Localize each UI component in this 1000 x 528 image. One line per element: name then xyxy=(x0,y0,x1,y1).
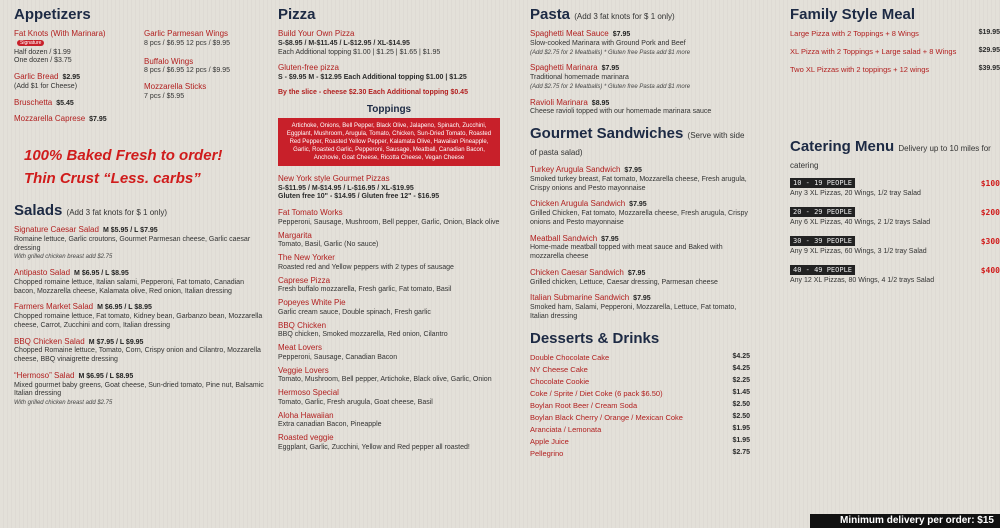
dessert-item xyxy=(530,377,750,386)
dessert-price: $1.95 xyxy=(732,424,750,432)
gourmet-pizza-desc: BBQ chicken, Smoked mozzarella, Red onion, Cilantro xyxy=(278,331,448,339)
sandwich-item-price: $7.95 xyxy=(627,269,646,277)
catering-desc: Any 6 XL Pizzas, 40 Wings, 2 1/2 trays Salad xyxy=(790,219,931,226)
family-item-price: $39.95 xyxy=(978,65,1000,72)
gourmet-pizza-desc: Tomato, Mushroom, Bell pepper, Artichoke, Black olive, Garlic, Onion xyxy=(278,376,492,384)
sandwich-item-name: Italian Submarine Sandwich xyxy=(530,293,630,303)
family-item-price: $19.95 xyxy=(978,29,1000,36)
sandwich-item xyxy=(530,165,750,193)
dessert-price: $4.25 xyxy=(732,352,750,360)
dessert-name: NY Cheese Cake xyxy=(530,364,588,374)
catering-row xyxy=(790,178,1000,188)
catering-people: 20 - 29 PEOPLE xyxy=(790,207,855,217)
family-item xyxy=(790,65,1000,74)
catering-desc: Any 12 XL Pizzas, 80 Wings, 4 1/2 trays Salad xyxy=(790,277,935,284)
sandwich-item-price: $7.95 xyxy=(601,235,619,243)
sandwich-item xyxy=(530,234,750,262)
gourmet-pizza-item xyxy=(278,321,500,341)
dessert-item xyxy=(530,353,750,362)
dessert-price: $4.25 xyxy=(732,364,750,372)
catering-desc: Any 9 XL Pizzas, 60 Wings, 3 1/2 tray Salad xyxy=(790,248,927,255)
catering-price: $200 xyxy=(980,207,1000,217)
salad-item: Antipasto Salad M $6.95 / L $8.95 Chopped romaine lettuce, Italian salami, Pepperoni, Fat tomato, Canadian bacon, Mozzarella cheese, Kalamata olive, Red onion, Italian dressing xyxy=(14,268,244,295)
dessert-name: Chocolate Cookie xyxy=(530,376,590,386)
catering-desc: Any 3 XL Pizzas, 20 Wings, 1/2 tray Salad xyxy=(790,190,921,197)
catering-people: 10 - 19 PEOPLE xyxy=(790,178,855,188)
gourmet-pizza-name: Veggie Lovers xyxy=(278,365,329,375)
catering-item xyxy=(790,236,1000,255)
dessert-name: Double Chocolate Cake xyxy=(530,352,610,362)
dessert-price: $2.25 xyxy=(732,376,750,384)
sandwich-item-desc: Smoked ham, Salami, Pepperoni, Mozzarella, Lettuce, Fat tomato, Italian dressing xyxy=(530,304,737,320)
salads-title: Salads (Add 3 fat knots for $ 1 only) xyxy=(14,202,168,219)
pasta-item-note: (Add $2.75 for 2 Meatballs) * Gluten free Pasta add $1 more xyxy=(530,49,691,56)
gourmet-pizza-name: Margarita xyxy=(278,230,312,240)
dessert-item xyxy=(530,425,750,434)
gourmet-pizza-item xyxy=(278,388,500,408)
gourmet-pizza-desc: Eggplant, Garlic, Zucchini, Yellow and Red pepper all roasted! xyxy=(278,443,470,451)
sandwich-item-name: Meatball Sandwich xyxy=(530,233,598,243)
dessert-item xyxy=(530,413,750,422)
pasta-item-price: $7.95 xyxy=(612,31,631,38)
dessert-name: Pellegrino xyxy=(530,448,564,458)
gourmet-pizza-desc: Tomato, Basil, Garlic (No sauce) xyxy=(278,241,379,249)
catering-price: $300 xyxy=(980,236,1000,246)
toppings-title: Toppings xyxy=(366,103,412,115)
pizza-byo: Build Your Own Pizza S-$8.95 / M-$11.45 / L-$12.95 / XL-$14.95 Each Additional topping $1.00 | $1.25 | $1.65 | $1.95 xyxy=(278,29,441,56)
gourmet-pizza-desc: Roasted red and Yellow peppers with 2 types of sausage xyxy=(278,263,454,271)
gourmet-pizza-name: Roasted veggie xyxy=(278,433,334,443)
pasta-item-desc: Slow-cooked Marinara with Ground Pork and Beef xyxy=(530,39,686,47)
pasta-item-price: $8.95 xyxy=(591,99,610,107)
pasta-title: Pasta (Add 3 fat knots for $ 1 only) xyxy=(530,6,675,23)
sandwich-item xyxy=(530,199,750,227)
dessert-price: $2.50 xyxy=(732,400,750,408)
pasta-item-price: $7.95 xyxy=(601,65,620,73)
gourmet-pizza-desc: Fresh buffalo mozzarella, Fresh garlic, Fat tomato, Basil xyxy=(278,286,452,294)
gourmet-pizza-list xyxy=(278,208,500,453)
gourmet-pizza-item xyxy=(278,253,500,273)
pasta-item-name: Ravioli Marinara xyxy=(530,97,588,107)
pasta-item xyxy=(530,63,750,91)
dessert-name: Boylan Root Beer / Cream Soda xyxy=(530,400,638,410)
gourmet-pizza-item xyxy=(278,343,500,363)
appetizer-item: Mozzarella Caprese $7.95 xyxy=(14,114,107,124)
appetizer-item: Mozzarella Sticks 7 pcs / $5.95 xyxy=(144,82,207,100)
family-item xyxy=(790,29,1000,38)
catering-item xyxy=(790,207,1000,226)
pasta-item xyxy=(530,98,750,118)
appetizers-grid xyxy=(14,29,264,131)
salad-item: Signature Caesar Salad M $5.95 / L $7.95 Romaine lettuce, Garlic croutons, Gourmet Parmesan cheese, Garlic caesar dressing With grilled chicken breast add $2.75 xyxy=(14,225,251,261)
signature-badge: Signature xyxy=(17,40,44,46)
gourmet-pizza-name: The New Yorker xyxy=(278,253,335,263)
appetizer-item: Bruschetta $5.45 xyxy=(14,97,74,107)
appetizers-title: Appetizers xyxy=(14,6,91,23)
gourmet-pizza-desc: Pepperoni, Sausage, Canadian Bacon xyxy=(278,353,398,361)
column-right xyxy=(790,6,1000,294)
toppings-list: Artichoke, Onions, Bell Pepper, Black Olive, Jalapeno, Spinach, Zucchini, Eggplant, Mushroom, Arugula, Tomato, Chicken, Sun-Dried Tomato, Roasted Red Pepper, Roasted Yellow Pepper, Kalamata Olive, Hawaiian Pineapple, Garlic, Roasted Garlic, Pepperoni, Sausage, Meatball, Canadian Bacon, Anchovie, Goat Cheese, Ricotta Cheese, Vegan Cheese xyxy=(278,118,500,166)
dessert-price: $1.95 xyxy=(732,436,750,444)
pasta-item-name: Spaghetti Meat Sauce xyxy=(530,29,609,38)
column-pizza xyxy=(278,6,500,456)
gourmet-pizza-name: Fat Tomato Works xyxy=(278,208,343,218)
pasta-list xyxy=(530,29,750,117)
catering-row xyxy=(790,236,1000,246)
catering-list xyxy=(790,178,1000,284)
gourmet-pizza-name: Popeyes White Pie xyxy=(278,298,346,308)
dessert-price: $2.50 xyxy=(732,412,750,420)
dessert-price: $2.75 xyxy=(732,448,750,456)
catering-price: $400 xyxy=(980,265,1000,275)
salad-item: BBQ Chicken Salad M $7.95 / L $9.95 Chopped Romaine lettuce, Tomato, Corn, Crispy onion and Cilantro, Mozzarella cheese, BBQ vinaigrette dressing xyxy=(14,336,261,363)
gourmet-pizza-name: Caprese Pizza xyxy=(278,275,331,285)
family-item-name: Large Pizza with 2 Toppings + 8 Wings xyxy=(790,29,919,38)
sandwich-item-price: $7.95 xyxy=(624,167,642,174)
appetizer-item: Buffalo Wings 8 pcs / $6.95 12 pcs / $9.95 xyxy=(144,56,231,75)
family-item-price: $29.95 xyxy=(978,47,1000,54)
dessert-name: Apple Juice xyxy=(530,436,569,446)
catering-item xyxy=(790,178,1000,197)
pasta-item xyxy=(530,29,750,57)
catering-item xyxy=(790,265,1000,284)
pasta-item-note: (Add $2.75 for 2 Meatballs) * Gluten free Pasta add $1 more xyxy=(530,83,691,90)
catering-row xyxy=(790,207,1000,217)
sandwich-item-price: $7.95 xyxy=(633,295,651,303)
dessert-item xyxy=(530,437,750,446)
appetizer-item: Fat Knots (With Marinara)Signature Half dozen / $1.99 One dozen / $3.75 xyxy=(14,29,106,65)
sandwich-list xyxy=(530,165,750,322)
catering-price: $100 xyxy=(980,178,1000,188)
slogan-line-2: Thin Crust “Less. carbs” xyxy=(24,169,201,187)
column-pasta xyxy=(530,6,750,461)
sandwich-item-name: Turkey Arugula Sandwich xyxy=(530,165,621,174)
gourmet-pizza-item xyxy=(278,231,500,251)
pasta-item-desc: Cheese ravioli topped with our homemade marinara sauce xyxy=(530,108,712,116)
gourmet-header: New York style Gourmet Pizzas S-$11.95 / M-$14.95 / L-$16.95 / XL-$19.95 Gluten free 10" - $14.95 / Gluten free 12" - $16.95 xyxy=(278,173,440,201)
slogan-line-1: 100% Baked Fresh to order! xyxy=(24,147,223,164)
slogan xyxy=(24,145,264,190)
column-left xyxy=(14,6,264,414)
gourmet-pizza-desc: Pepperoni, Sausage, Mushroom, Bell pepper, Garlic, Onion, Black olive xyxy=(278,218,500,226)
dessert-name: Boylan Black Cherry / Orange / Mexican Coke xyxy=(530,412,683,422)
catering-people: 40 - 49 PEOPLE xyxy=(790,265,855,275)
gourmet-pizza-item xyxy=(278,433,500,453)
dessert-item xyxy=(530,449,750,458)
dessert-item xyxy=(530,389,750,398)
catering-title: Catering Menu Delivery up to 10 miles for catering xyxy=(790,138,991,170)
gourmet-pizza-desc: Tomato, Garlic, Fresh arugula, Goat cheese, Basil xyxy=(278,398,433,406)
family-item-name: XL Pizza with 2 Toppings + Large salad + 8 Wings xyxy=(790,47,957,56)
family-item xyxy=(790,47,1000,56)
sandwich-item-desc: Grilled chicken, Lettuce, Caesar dressing, Parmesan cheese xyxy=(530,278,718,286)
sandwich-item-name: Chicken Caesar Sandwich xyxy=(530,267,624,277)
salad-item: Farmers Market Salad M $6.95 / L $8.95 Chopped romaine lettuce, Fat tomato, Kidney bean, Garbanzo bean, Mozzarella cheese, Carrot, Zucchini and corn, Italian dressing xyxy=(14,302,263,329)
family-list xyxy=(790,29,1000,74)
pizza-title: Pizza xyxy=(278,6,316,23)
family-title: Family Style Meal xyxy=(790,6,916,23)
sandwich-item xyxy=(530,268,750,288)
gourmet-pizza-name: Meat Lovers xyxy=(278,343,323,353)
dessert-name: Coke / Sprite / Diet Coke (6 pack $6.50) xyxy=(530,388,663,398)
gourmet-pizza-item xyxy=(278,411,500,431)
sandwich-item xyxy=(530,293,750,321)
dessert-item xyxy=(530,401,750,410)
dessert-list xyxy=(530,353,750,458)
gourmet-pizza-name: Aloha Hawaiian xyxy=(278,410,334,420)
sandwiches-title: Gourmet Sandwiches (Serve with side of pasta salad) xyxy=(530,125,745,157)
gourmet-pizza-item xyxy=(278,208,500,228)
family-item-name: Two XL Pizzas with 2 toppings + 12 wings xyxy=(790,65,930,74)
gourmet-pizza-desc: Garlic cream sauce, Double spinach, Fresh garlic xyxy=(278,308,431,316)
catering-row xyxy=(790,265,1000,275)
dessert-price: $1.45 xyxy=(732,388,750,396)
sandwich-item-desc: Home-made meatball topped with meat sauce and Baked with mozzarella cheese xyxy=(530,244,723,260)
catering-people: 30 - 39 PEOPLE xyxy=(790,236,855,246)
appetizer-item: Garlic Bread $2.95 (Add $1 for Cheese) xyxy=(14,72,80,90)
appetizer-item: Garlic Parmesan Wings 8 pcs / $6.95 12 pcs / $9.95 xyxy=(144,29,231,47)
gourmet-pizza-name: BBQ Chicken xyxy=(278,320,327,330)
sandwich-item-desc: Smoked turkey breast, Fat tomato, Mozzarella cheese, Fresh arugula, Crispy onions and Pesto mayonnaise xyxy=(530,175,747,192)
sandwich-item-price: $7.95 xyxy=(629,201,647,209)
salad-item: “Hermoso” Salad M $6.95 / L $8.95 Mixed gourmet baby greens, Goat cheese, Sun-dried tomato, Pine nut, Balsamic Italian dressing With grilled chicken breast add $2.75 xyxy=(14,370,264,406)
minimum-delivery-banner: Minimum delivery per order: $15 xyxy=(810,514,1000,528)
sandwich-item-desc: Grilled Chicken, Fat tomato, Mozzarella cheese, Fresh arugula, Crispy onions and Pesto mayonnaise xyxy=(530,210,748,226)
dessert-item xyxy=(530,365,750,374)
sandwich-item-name: Chicken Arugula Sandwich xyxy=(530,199,626,209)
pizza-gluten-free: Gluten-free pizza S - $9.95 M - $12.95 Each Additional topping $1.00 | $1.25 xyxy=(278,63,467,81)
gourmet-pizza-item xyxy=(278,298,500,318)
gourmet-pizza-name: Hermoso Special xyxy=(278,388,339,398)
pasta-item-name: Spaghetti Marinara xyxy=(530,63,598,73)
gourmet-pizza-item xyxy=(278,276,500,296)
pizza-slice: By the slice - cheese $2.30 Each Additional topping $0.45 xyxy=(278,88,468,96)
pasta-item-desc: Traditional homemade marinara xyxy=(530,74,629,81)
gourmet-pizza-item xyxy=(278,366,500,386)
gourmet-pizza-desc: Extra canadian Bacon, Pineapple xyxy=(278,421,382,429)
dessert-name: Aranciata / Lemonata xyxy=(530,424,602,434)
desserts-title: Desserts & Drinks xyxy=(530,329,660,347)
